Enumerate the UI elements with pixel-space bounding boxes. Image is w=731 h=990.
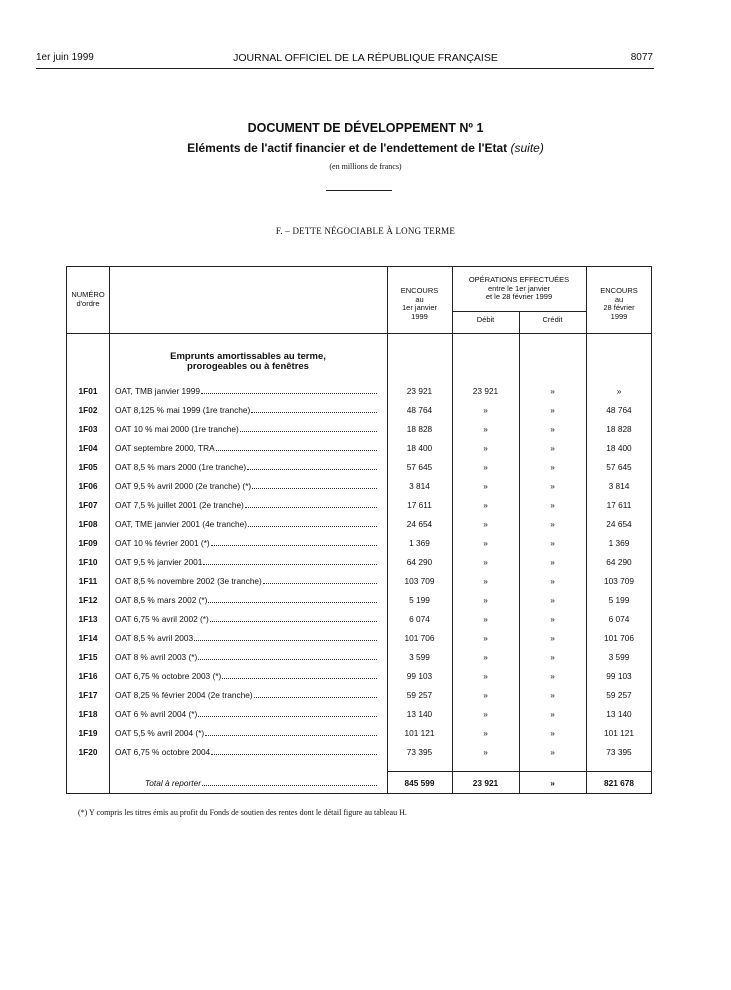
leader-dots bbox=[198, 709, 377, 717]
row-label: OAT 10 % mai 2000 (1re tranche) bbox=[115, 424, 239, 434]
row-debit: » bbox=[483, 557, 488, 567]
row-encours-jan: 23 921 bbox=[406, 386, 433, 396]
table-row bbox=[67, 477, 653, 496]
row-label: OAT 8,5 % avril 2003 bbox=[115, 633, 194, 643]
leader-dots bbox=[203, 557, 377, 565]
leader-dots bbox=[211, 538, 377, 546]
row-label-cell bbox=[115, 709, 377, 719]
row-encours-jan: 103 709 bbox=[404, 576, 435, 586]
table-row bbox=[67, 515, 653, 534]
row-debit: » bbox=[483, 576, 488, 586]
leader-dots bbox=[198, 652, 377, 660]
table-row bbox=[67, 667, 653, 686]
row-encours-jan: 24 654 bbox=[406, 519, 433, 529]
table-row bbox=[67, 648, 653, 667]
row-label-cell bbox=[115, 538, 377, 548]
row-encours-feb: 3 814 bbox=[608, 481, 630, 491]
leader-dots bbox=[208, 595, 377, 603]
row-encours-feb: 101 121 bbox=[604, 728, 634, 738]
row-code: 1F06 bbox=[78, 481, 98, 491]
row-encours-jan: 57 645 bbox=[406, 462, 433, 472]
row-label: OAT 6 % avril 2004 (*) bbox=[115, 709, 198, 719]
operations-rule bbox=[452, 311, 586, 312]
row-debit: » bbox=[483, 728, 488, 738]
row-encours-jan: 101 121 bbox=[404, 728, 435, 738]
row-credit: » bbox=[550, 690, 555, 700]
row-label-cell bbox=[115, 576, 377, 586]
row-debit: » bbox=[483, 747, 488, 757]
row-encours-jan: 59 257 bbox=[406, 690, 433, 700]
row-debit: » bbox=[483, 614, 488, 624]
table-row bbox=[67, 686, 653, 705]
total-encours-jan: 845 599 bbox=[404, 778, 435, 788]
row-debit: » bbox=[483, 633, 488, 643]
leader-dots bbox=[247, 462, 377, 470]
leader-dots bbox=[194, 633, 377, 641]
header-numero bbox=[67, 291, 109, 308]
header-journal-title: JOURNAL OFFICIEL DE LA RÉPUBLIQUE FRANÇAISE bbox=[233, 52, 498, 64]
row-debit: » bbox=[483, 671, 488, 681]
subtitle-text: Eléments de l'actif financier et de l'endettement de l'Etat bbox=[187, 141, 508, 155]
row-label-cell bbox=[115, 481, 377, 491]
row-label-cell bbox=[115, 443, 377, 453]
header-line: au bbox=[614, 294, 624, 304]
leader-dots bbox=[252, 481, 377, 489]
row-debit: » bbox=[483, 500, 488, 510]
header-rule bbox=[36, 68, 654, 69]
leader-dots bbox=[222, 671, 377, 679]
table-row bbox=[67, 534, 653, 553]
header-encours-jan bbox=[387, 287, 452, 321]
leader-dots bbox=[210, 614, 377, 622]
header-line: 1999 bbox=[411, 311, 428, 321]
row-code: 1F19 bbox=[78, 728, 98, 738]
row-encours-feb: 103 709 bbox=[604, 576, 634, 586]
row-code: 1F16 bbox=[78, 671, 98, 681]
table-row bbox=[67, 553, 653, 572]
row-credit: » bbox=[550, 728, 555, 738]
row-label-cell bbox=[115, 386, 377, 396]
row-debit: » bbox=[483, 405, 488, 415]
row-credit: » bbox=[550, 462, 555, 472]
header-date: 1er juin 1999 bbox=[36, 52, 94, 63]
row-credit: » bbox=[550, 443, 555, 453]
row-debit: » bbox=[483, 709, 488, 719]
row-label-cell bbox=[115, 690, 377, 700]
subheading-line: Emprunts amortissables au terme, bbox=[170, 351, 326, 362]
row-label: OAT 7,5 % juillet 2001 (2e tranche) bbox=[115, 500, 244, 510]
header-line: 1er janvier bbox=[401, 303, 438, 312]
row-credit: » bbox=[550, 747, 555, 757]
header-operations bbox=[452, 276, 586, 302]
leader-dots bbox=[263, 576, 377, 584]
header-line: OPÉRATIONS EFFECTUÉES bbox=[468, 275, 570, 284]
table-row bbox=[67, 743, 653, 762]
row-encours-jan: 18 828 bbox=[406, 424, 433, 434]
row-encours-feb: 101 706 bbox=[604, 633, 634, 643]
total-credit: » bbox=[550, 778, 555, 788]
document-subtitle bbox=[0, 141, 731, 155]
row-label: OAT 8,5 % mars 2002 (*) bbox=[115, 595, 208, 605]
row-code: 1F12 bbox=[78, 595, 98, 605]
row-debit: » bbox=[483, 519, 488, 529]
row-encours-feb: 17 611 bbox=[606, 500, 632, 510]
row-encours-jan: 3 814 bbox=[409, 481, 430, 491]
total-rule bbox=[387, 771, 651, 772]
row-encours-feb: 3 599 bbox=[608, 652, 630, 662]
row-credit: » bbox=[550, 519, 555, 529]
row-debit: 23 921 bbox=[472, 386, 499, 396]
row-debit: » bbox=[483, 652, 488, 662]
row-label-cell bbox=[115, 633, 377, 643]
leader-dots bbox=[211, 747, 377, 755]
row-label-cell bbox=[115, 405, 377, 415]
row-code: 1F03 bbox=[78, 424, 98, 434]
row-code: 1F15 bbox=[78, 652, 98, 662]
total-label: Total à reporter bbox=[145, 778, 201, 788]
table-subheading bbox=[109, 352, 387, 372]
section-title: F. – DETTE NÉGOCIABLE À LONG TERME bbox=[275, 226, 456, 236]
row-label: OAT, TMB janvier 1999 bbox=[115, 386, 201, 396]
row-credit: » bbox=[550, 614, 555, 624]
row-encours-jan: 1 369 bbox=[409, 538, 430, 548]
row-label: OAT 8,125 % mai 1999 (1re tranche) bbox=[115, 405, 251, 415]
subheading-line: prorogeables ou à fenêtres bbox=[187, 361, 309, 372]
total-row bbox=[67, 773, 653, 793]
row-encours-feb: 18 828 bbox=[606, 424, 632, 434]
row-label: OAT 6,75 % octobre 2003 (*) bbox=[115, 671, 222, 681]
leader-dots bbox=[201, 386, 377, 394]
header-line: 28 février bbox=[603, 303, 635, 312]
row-encours-jan: 6 074 bbox=[409, 614, 430, 624]
row-encours-feb: 99 103 bbox=[606, 671, 632, 681]
row-credit: » bbox=[550, 595, 555, 605]
row-label: OAT, TME janvier 2001 (4e tranche) bbox=[115, 519, 248, 529]
row-label-cell bbox=[115, 595, 377, 605]
header-ordre-line: d'ordre bbox=[76, 298, 100, 308]
row-credit: » bbox=[550, 424, 555, 434]
row-debit: » bbox=[483, 538, 488, 548]
row-code: 1F14 bbox=[78, 633, 98, 643]
row-label-cell bbox=[115, 519, 377, 529]
row-encours-jan: 48 764 bbox=[406, 405, 433, 415]
row-credit: » bbox=[550, 671, 555, 681]
row-code: 1F09 bbox=[78, 538, 98, 548]
table-row bbox=[67, 382, 653, 401]
row-credit: » bbox=[550, 652, 555, 662]
row-encours-jan: 99 103 bbox=[406, 671, 433, 681]
row-code: 1F07 bbox=[78, 500, 98, 510]
row-credit: » bbox=[550, 405, 555, 415]
row-encours-jan: 3 599 bbox=[409, 652, 430, 662]
row-label: OAT 9,5 % janvier 2001 bbox=[115, 557, 203, 567]
row-debit: » bbox=[483, 462, 488, 472]
row-label-cell bbox=[115, 747, 377, 757]
row-code: 1F11 bbox=[78, 576, 98, 586]
row-encours-feb: 6 074 bbox=[608, 614, 630, 624]
row-debit: » bbox=[483, 424, 488, 434]
row-encours-feb: 57 645 bbox=[606, 462, 632, 472]
header-line: entre le 1er janvier bbox=[487, 283, 551, 293]
row-credit: » bbox=[550, 500, 555, 510]
row-encours-feb: 5 199 bbox=[608, 595, 630, 605]
row-label-cell bbox=[115, 671, 377, 681]
row-code: 1F18 bbox=[78, 709, 98, 719]
table-row bbox=[67, 610, 653, 629]
row-encours-jan: 5 199 bbox=[409, 595, 430, 605]
row-label-cell bbox=[115, 652, 377, 662]
row-code: 1F17 bbox=[78, 690, 98, 700]
row-label: OAT 8,5 % mars 2000 (1re tranche) bbox=[115, 462, 247, 472]
row-encours-feb: 73 395 bbox=[606, 747, 632, 757]
table-row bbox=[67, 496, 653, 515]
table-row bbox=[67, 705, 653, 724]
table-row bbox=[67, 724, 653, 743]
row-credit: » bbox=[550, 709, 555, 719]
header-debit: Débit bbox=[476, 315, 495, 324]
row-debit: » bbox=[483, 481, 488, 491]
header-page-number: 8077 bbox=[630, 52, 653, 63]
header-line: ENCOURS bbox=[600, 286, 638, 295]
row-code: 1F08 bbox=[78, 519, 98, 529]
row-label: OAT 8 % avril 2003 (*) bbox=[115, 652, 198, 662]
row-label-cell bbox=[115, 614, 377, 624]
leader-dots bbox=[240, 424, 377, 432]
row-encours-feb: » bbox=[616, 386, 622, 396]
subtitle-suffix: (suite) bbox=[510, 141, 544, 155]
total-debit: 23 921 bbox=[472, 778, 499, 788]
row-label: OAT 8,5 % novembre 2002 (3e tranche) bbox=[115, 576, 262, 586]
row-label-cell bbox=[115, 424, 377, 434]
row-label-cell bbox=[115, 462, 377, 472]
table-row bbox=[67, 420, 653, 439]
leader-dots bbox=[205, 728, 377, 736]
table-row bbox=[67, 572, 653, 591]
row-label: OAT 8,25 % février 2004 (2e tranche) bbox=[115, 690, 253, 700]
leader-dots bbox=[248, 519, 377, 527]
row-encours-feb: 1 369 bbox=[608, 538, 630, 548]
row-debit: » bbox=[483, 690, 488, 700]
debt-table bbox=[66, 266, 652, 794]
table-row bbox=[67, 591, 653, 610]
row-label: OAT 10 % février 2001 (*) bbox=[115, 538, 210, 548]
table-row bbox=[67, 458, 653, 477]
row-encours-feb: 18 400 bbox=[606, 443, 632, 453]
row-encours-jan: 101 706 bbox=[404, 633, 435, 643]
header-bottom-rule bbox=[67, 333, 651, 334]
leader-dots bbox=[245, 500, 377, 508]
header-line: ENCOURS bbox=[400, 286, 439, 295]
table-row bbox=[67, 401, 653, 420]
row-debit: » bbox=[483, 443, 488, 453]
header-line: et le 28 février 1999 bbox=[485, 292, 553, 301]
header-encours-feb bbox=[586, 287, 652, 321]
row-code: 1F01 bbox=[78, 386, 98, 396]
row-encours-feb: 13 140 bbox=[606, 709, 632, 719]
row-code: 1F02 bbox=[78, 405, 98, 415]
row-credit: » bbox=[550, 481, 555, 491]
leader-dots bbox=[251, 405, 377, 413]
row-encours-jan: 73 395 bbox=[406, 747, 433, 757]
row-encours-feb: 59 257 bbox=[606, 690, 632, 700]
total-encours-feb: 821 678 bbox=[604, 778, 634, 788]
unit-note: (en millions de francs) bbox=[329, 162, 402, 171]
row-label-cell bbox=[115, 728, 377, 738]
row-encours-feb: 64 290 bbox=[606, 557, 632, 567]
row-encours-jan: 18 400 bbox=[406, 443, 433, 453]
row-encours-jan: 64 290 bbox=[406, 557, 433, 567]
header-credit: Crédit bbox=[542, 315, 563, 324]
row-code: 1F04 bbox=[78, 443, 98, 453]
row-label: OAT septembre 2000, TRA bbox=[115, 443, 215, 453]
footnote: (*) Y compris les titres émis au profit du Fonds de soutien des rentes dont le détail figure au tableau H. bbox=[78, 808, 407, 817]
header-numero-line: NUMÉRO bbox=[71, 290, 105, 299]
row-credit: » bbox=[550, 633, 555, 643]
row-label: OAT 9,5 % avril 2000 (2e tranche) (*) bbox=[115, 481, 252, 491]
header-line: 1999 bbox=[610, 311, 628, 321]
document-title: DOCUMENT DE DÉVELOPPEMENT Nº 1 bbox=[247, 121, 484, 135]
table-row bbox=[67, 439, 653, 458]
row-encours-feb: 24 654 bbox=[606, 519, 632, 529]
row-encours-feb: 48 764 bbox=[606, 405, 632, 415]
header-line: au bbox=[415, 294, 424, 304]
row-label: OAT 6,75 % avril 2002 (*) bbox=[115, 614, 209, 624]
table-row bbox=[67, 629, 653, 648]
leader-dots bbox=[254, 690, 377, 698]
row-label: OAT 5,5 % avril 2004 (*) bbox=[115, 728, 205, 738]
row-code: 1F10 bbox=[78, 557, 98, 567]
row-label: OAT 6,75 % octobre 2004 bbox=[115, 747, 211, 757]
row-encours-jan: 13 140 bbox=[406, 709, 433, 719]
row-encours-jan: 17 611 bbox=[407, 500, 432, 510]
row-code: 1F05 bbox=[78, 462, 98, 472]
row-credit: » bbox=[550, 557, 555, 567]
row-credit: » bbox=[550, 386, 555, 396]
row-credit: » bbox=[550, 576, 555, 586]
row-label-cell bbox=[115, 557, 377, 567]
row-label-cell bbox=[115, 500, 377, 510]
leader-dots bbox=[216, 443, 377, 451]
row-code: 1F20 bbox=[78, 747, 98, 757]
row-code: 1F13 bbox=[78, 614, 98, 624]
total-label-cell bbox=[145, 778, 377, 788]
row-credit: » bbox=[550, 538, 555, 548]
row-debit: » bbox=[483, 595, 488, 605]
title-divider bbox=[326, 190, 392, 191]
leader-dots bbox=[202, 778, 377, 786]
